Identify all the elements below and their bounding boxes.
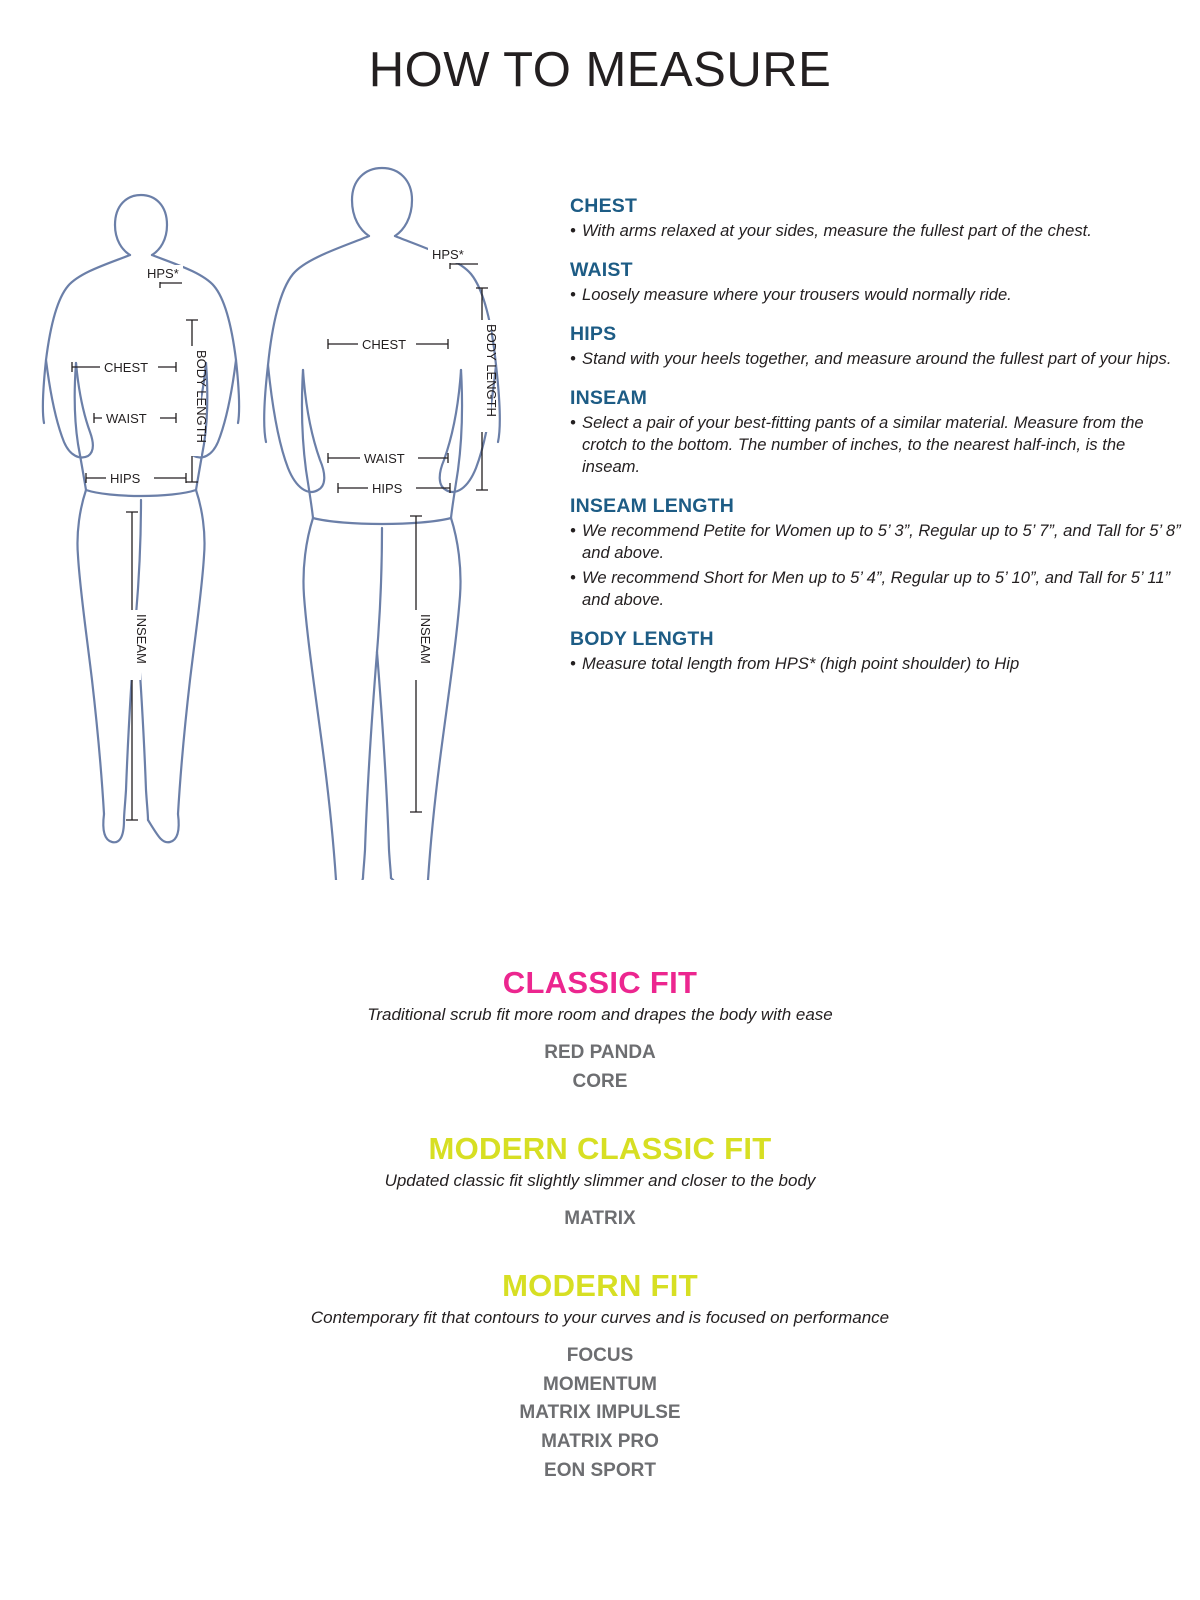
fit-description: Contemporary fit that contours to your curves and is focused on performance bbox=[310, 1307, 890, 1327]
label-waist-female: WAIST bbox=[106, 411, 147, 426]
definition-text: Loosely measure where your trousers would normally ride. bbox=[582, 285, 1012, 305]
label-waist-male: WAIST bbox=[364, 451, 405, 466]
definition-text: Measure total length from HPS* (high point shoulder) to Hip bbox=[582, 653, 1020, 673]
label-body-length-female: BODY LENGTH bbox=[194, 350, 209, 443]
fit-title: MODERN CLASSIC FIT bbox=[428, 1130, 772, 1166]
bullet-icon: • bbox=[570, 285, 576, 305]
definition-item bbox=[570, 348, 1185, 370]
label-chest-male: CHEST bbox=[362, 337, 407, 352]
definition-item bbox=[570, 284, 1185, 306]
label-hips-male: HIPS bbox=[372, 481, 403, 496]
fit-guide bbox=[0, 965, 1200, 1520]
body-measurement-diagram bbox=[10, 160, 540, 880]
bullet-icon: • bbox=[570, 521, 576, 541]
label-inseam-male: INSEAM bbox=[418, 614, 433, 664]
label-hps-male: HPS* bbox=[432, 247, 464, 262]
fit-brand: MATRIX IMPULSE bbox=[519, 1402, 681, 1424]
fit-brand: CORE bbox=[572, 1070, 628, 1092]
bullet-icon: • bbox=[570, 653, 576, 673]
definition-heading: WAIST bbox=[570, 259, 633, 282]
label-body-length-male: BODY LENGTH bbox=[484, 324, 499, 417]
label-chest-female: CHEST bbox=[104, 360, 149, 375]
bullet-icon: • bbox=[570, 413, 576, 433]
fit-brand: MATRIX PRO bbox=[541, 1431, 659, 1453]
definition-item bbox=[570, 653, 1185, 675]
definition-heading: HIPS bbox=[570, 323, 617, 346]
definition-chest bbox=[570, 195, 1185, 242]
definition-heading: BODY LENGTH bbox=[570, 627, 714, 650]
definition-waist bbox=[570, 259, 1185, 306]
definition-inseam bbox=[570, 387, 1185, 478]
definition-text: Stand with your heels together, and measure around the fullest part of your hips. bbox=[582, 349, 1172, 369]
definition-item bbox=[570, 412, 1185, 478]
fit-brand: RED PANDA bbox=[544, 1042, 656, 1063]
female-figure bbox=[43, 195, 239, 842]
fit-title: CLASSIC FIT bbox=[502, 965, 698, 1000]
fit-modern bbox=[0, 1268, 1200, 1486]
bullet-icon: • bbox=[570, 567, 576, 587]
figures-svg bbox=[10, 160, 540, 880]
definition-heading: INSEAM LENGTH bbox=[570, 495, 735, 518]
definition-heading: CHEST bbox=[570, 195, 638, 217]
fit-brand-list bbox=[0, 1342, 1200, 1486]
fit-brand-list bbox=[0, 1039, 1200, 1097]
definition-hips bbox=[570, 323, 1185, 370]
male-figure bbox=[264, 168, 499, 880]
definition-text: Select a pair of your best-fitting pants of a similar material. Measure from the crotch to the bottom. The number of inches, to the nearest half-inch, is the inseam. bbox=[582, 413, 1144, 477]
fit-brand: EON SPORT bbox=[544, 1460, 656, 1482]
definition-text: We recommend Petite for Women up to 5’ 3”, Regular up to 5’ 7”, and Tall for 5’ 8” and above. bbox=[582, 521, 1181, 563]
bullet-icon: • bbox=[570, 221, 576, 240]
fit-brand: MOMENTUM bbox=[543, 1373, 657, 1395]
fit-modern-classic bbox=[0, 1131, 1200, 1234]
label-hips-female: HIPS bbox=[110, 471, 141, 486]
fit-brand: MATRIX bbox=[564, 1207, 636, 1229]
definition-item bbox=[570, 220, 1185, 242]
fit-description: Updated classic fit slightly slimmer and closer to the body bbox=[384, 1170, 816, 1190]
definition-heading: INSEAM bbox=[570, 387, 648, 410]
page-title: HOW TO MEASURE bbox=[368, 43, 832, 97]
measurement-definitions bbox=[570, 195, 1185, 692]
fit-classic bbox=[0, 965, 1200, 1097]
fit-brand-list bbox=[0, 1205, 1200, 1234]
definition-inseam-length bbox=[570, 495, 1185, 610]
definition-item bbox=[570, 567, 1185, 611]
definition-text: With arms relaxed at your sides, measure the fullest part of the chest. bbox=[582, 221, 1092, 240]
fit-brand: FOCUS bbox=[566, 1344, 634, 1366]
label-inseam-female: INSEAM bbox=[134, 614, 149, 664]
definition-body-length bbox=[570, 628, 1185, 675]
fit-description: Traditional scrub fit more room and drapes the body with ease bbox=[367, 1005, 833, 1024]
definition-item bbox=[570, 520, 1185, 564]
fit-title: MODERN FIT bbox=[502, 1267, 698, 1303]
definition-text: We recommend Short for Men up to 5’ 4”, Regular up to 5’ 10”, and Tall for 5’ 11” and above. bbox=[582, 567, 1171, 609]
label-hps-female: HPS* bbox=[147, 266, 179, 281]
bullet-icon: • bbox=[570, 349, 576, 369]
